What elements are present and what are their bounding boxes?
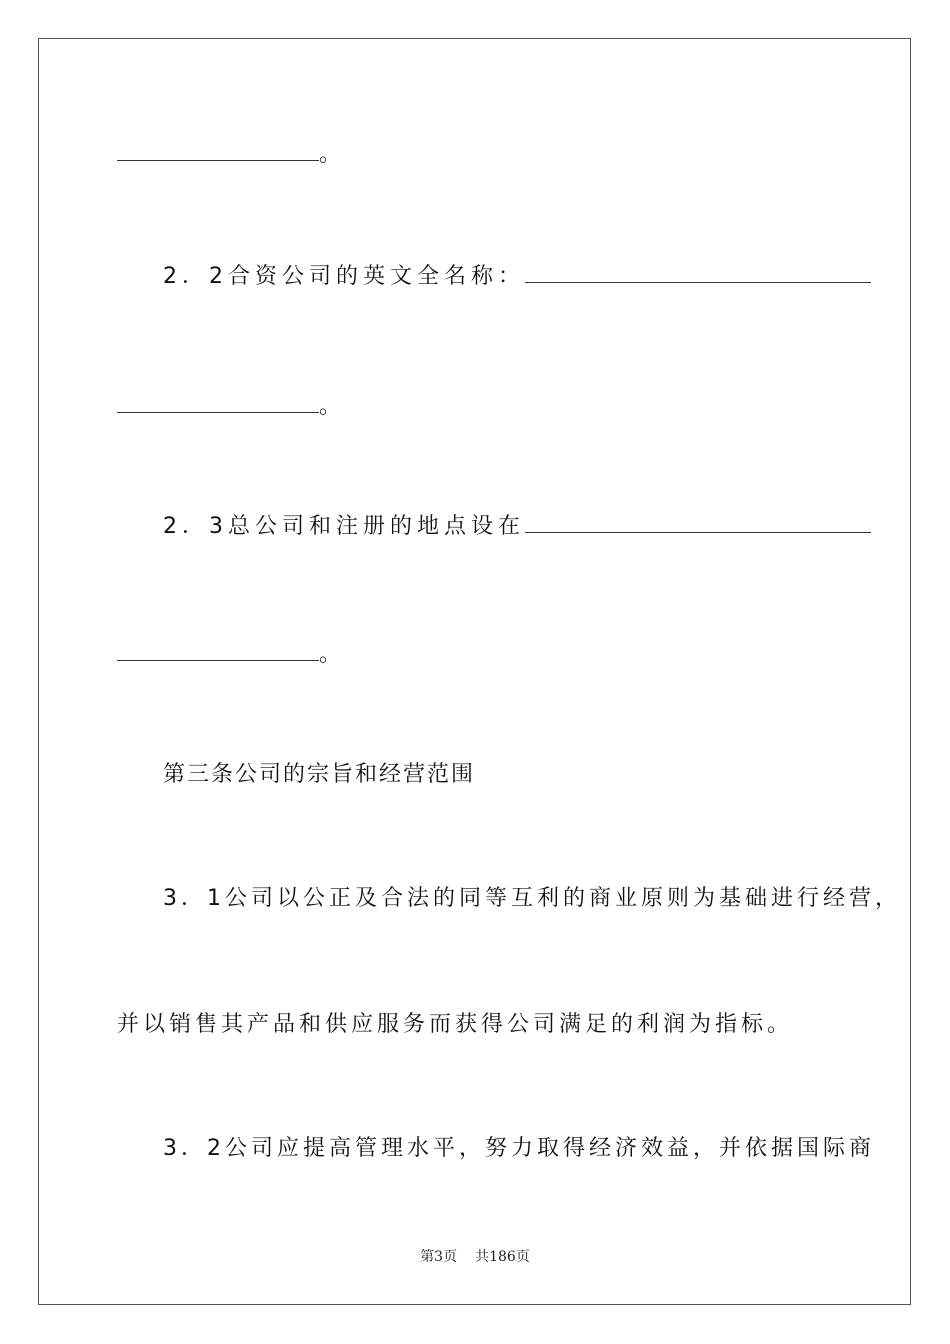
line-suffix: 。 [319, 642, 347, 667]
clause-2-3 [163, 510, 871, 542]
line-suffix: 。 [319, 142, 347, 167]
page-footer [0, 1246, 950, 1266]
clause-3-1-continued: 并以销售其产品和供应服务而获得公司满足的利润为指标。 [117, 1012, 794, 1037]
clause-text: 2．2合资公司的英文全名称： [163, 264, 525, 289]
page-number: 第3页 [420, 1249, 458, 1265]
clause-3-2: 3．2公司应提高管理水平，努力取得经济效益，并依据国际商 [163, 1136, 875, 1161]
fill-in-blank[interactable] [117, 638, 319, 661]
page-total: 共186页 [475, 1249, 530, 1265]
line-suffix: 。 [319, 394, 347, 419]
fill-in-blank[interactable] [525, 510, 871, 533]
fill-in-blank[interactable] [525, 260, 871, 283]
page-border [38, 38, 911, 1305]
blank-line-1 [117, 138, 346, 170]
fill-in-blank[interactable] [117, 138, 319, 161]
clause-3-1: 3．1公司以公正及合法的同等互利的商业原则为基础进行经营， [163, 886, 901, 911]
article-3-heading: 第三条公司的宗旨和经营范围 [163, 762, 476, 787]
clause-text: 2．3总公司和注册的地点设在 [163, 514, 525, 539]
fill-in-blank[interactable] [117, 390, 319, 413]
blank-line-2 [117, 390, 346, 422]
clause-2-2 [163, 260, 871, 292]
blank-line-3 [117, 638, 346, 670]
